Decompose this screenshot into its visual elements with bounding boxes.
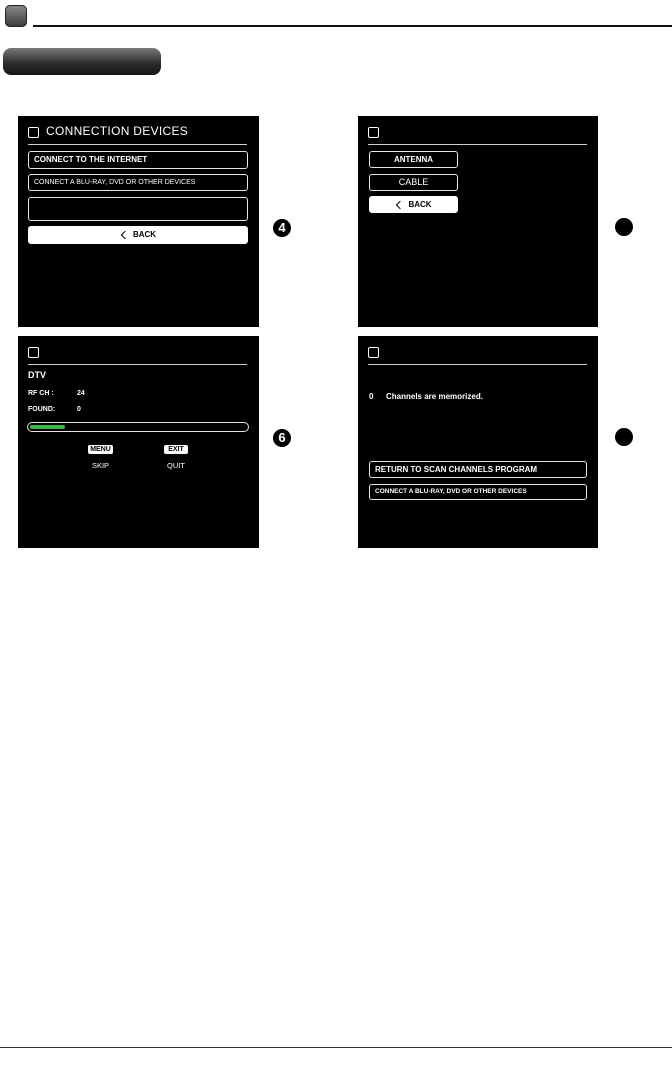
scan-mode: DTV — [28, 370, 46, 380]
skip-label: SKIP — [91, 461, 110, 470]
menu-checkbox-icon — [28, 347, 39, 358]
rf-ch-value: 24 — [77, 390, 85, 397]
back-button[interactable]: BACK — [28, 226, 248, 244]
screen-channel-scan — [18, 336, 259, 548]
screen-title: CONNECTION DEVICES — [46, 124, 189, 138]
chevron-left-icon — [396, 200, 404, 208]
option-empty[interactable] — [28, 197, 248, 221]
step-badge-4: 4 — [273, 219, 291, 237]
screen-connection-devices — [18, 116, 259, 327]
found-label: FOUND: — [28, 406, 56, 413]
section-heading-pill — [3, 48, 161, 75]
option-return-scan[interactable]: RETURN TO SCAN CHANNELS PROGRAM — [369, 461, 587, 478]
found-value: 0 — [77, 406, 81, 413]
header-rule — [33, 25, 672, 27]
menu-checkbox-icon — [368, 347, 379, 358]
scan-result-message: Channels are memorized. — [386, 392, 483, 401]
scan-progress-bar — [27, 422, 249, 432]
channel-count: 0 — [369, 392, 374, 401]
step-badge-6: 6 — [273, 429, 291, 447]
option-cable[interactable]: CABLE — [369, 174, 458, 191]
menu-checkbox-icon — [28, 127, 39, 138]
screen-scan-result — [358, 336, 598, 548]
title-divider — [28, 144, 247, 145]
option-connect-internet[interactable]: CONNECT TO THE INTERNET — [28, 151, 248, 169]
title-divider — [368, 364, 587, 365]
quit-label: QUIT — [167, 461, 185, 470]
option-connect-devices[interactable]: CONNECT A BLU-RAY, DVD OR OTHER DEVICES — [28, 174, 248, 191]
scan-progress-fill — [30, 425, 65, 429]
menu-key-badge[interactable]: MENU — [88, 445, 113, 454]
screen-signal-source — [358, 116, 598, 327]
chevron-left-icon — [121, 231, 129, 239]
step-badge-7 — [615, 428, 633, 446]
header-marker — [5, 5, 27, 27]
option-connect-devices[interactable]: CONNECT A BLU-RAY, DVD OR OTHER DEVICES — [369, 484, 587, 500]
exit-key-badge[interactable]: EXIT — [164, 445, 188, 454]
footer-rule — [0, 1047, 672, 1048]
menu-checkbox-icon — [368, 127, 379, 138]
back-button[interactable]: BACK — [369, 196, 458, 213]
step-badge-5 — [615, 218, 633, 236]
title-divider — [368, 144, 587, 145]
title-divider — [28, 364, 247, 365]
option-antenna[interactable]: ANTENNA — [369, 151, 458, 168]
rf-ch-label: RF CH : — [28, 390, 54, 397]
